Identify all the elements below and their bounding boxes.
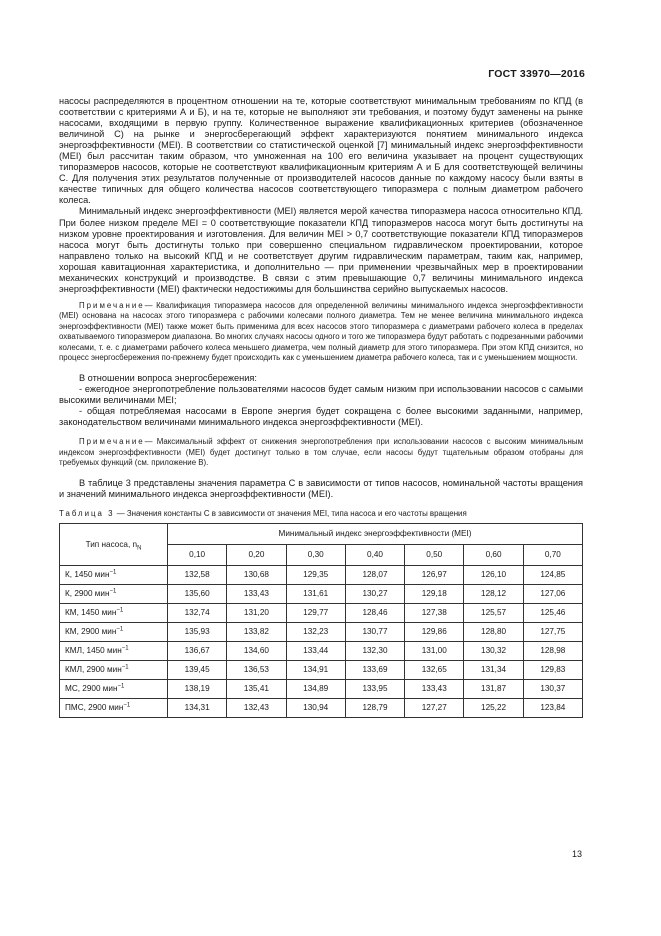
constant-value-cell: 138,19	[168, 679, 227, 698]
constant-value-cell: 127,27	[405, 698, 464, 717]
pump-type-cell: КМЛ, 1450 мин$^{-1}$	[60, 641, 168, 660]
mei-column-header: 0,50	[405, 544, 464, 565]
note-1-label: Примечание	[79, 300, 145, 310]
mei-header: Минимальный индекс энергоэффективности (MEI)	[168, 523, 583, 544]
table-caption-label: Таблица 3	[59, 508, 115, 518]
table-row	[60, 622, 583, 641]
constant-value-cell: 134,91	[286, 660, 345, 679]
constant-value-cell: 133,44	[286, 641, 345, 660]
constant-value-cell: 129,35	[286, 565, 345, 584]
constant-value-cell: 132,30	[345, 641, 404, 660]
constant-value-cell: 130,37	[523, 679, 582, 698]
constant-value-cell: 125,22	[464, 698, 523, 717]
constant-value-cell: 133,95	[345, 679, 404, 698]
constant-value-cell: 128,12	[464, 584, 523, 603]
constant-value-cell: 133,43	[405, 679, 464, 698]
note-2	[59, 437, 583, 469]
constant-value-cell: 132,58	[168, 565, 227, 584]
constant-value-cell: 128,80	[464, 622, 523, 641]
constant-value-cell: 134,60	[227, 641, 286, 660]
table-caption	[59, 509, 583, 519]
constant-value-cell: 136,67	[168, 641, 227, 660]
type-header: Тип насоса, $n_N$	[60, 523, 168, 565]
constant-value-cell: 128,46	[345, 603, 404, 622]
constant-value-cell: 131,00	[405, 641, 464, 660]
mei-column-header: 0,30	[286, 544, 345, 565]
constant-value-cell: 135,93	[168, 622, 227, 641]
constant-value-cell: 123,84	[523, 698, 582, 717]
constant-value-cell: 133,82	[227, 622, 286, 641]
constant-value-cell: 136,53	[227, 660, 286, 679]
table-row	[60, 603, 583, 622]
constant-value-cell: 127,75	[523, 622, 582, 641]
constant-value-cell: 132,23	[286, 622, 345, 641]
constant-value-cell: 133,69	[345, 660, 404, 679]
constant-value-cell: 135,60	[168, 584, 227, 603]
constant-value-cell: 125,46	[523, 603, 582, 622]
constant-value-cell: 130,77	[345, 622, 404, 641]
mei-column-header: 0,60	[464, 544, 523, 565]
constant-value-cell: 130,68	[227, 565, 286, 584]
table-caption-text: — Значения константы С в зависимости от значения MEI, типа насоса и его частоты вращения	[116, 508, 467, 518]
constant-value-cell: 130,27	[345, 584, 404, 603]
pump-type-cell: КМ, 1450 мин$^{-1}$	[60, 603, 168, 622]
pump-type-cell: КМЛ, 2900 мин$^{-1}$	[60, 660, 168, 679]
pump-type-cell: ПМС, 2900 мин$^{-1}$	[60, 698, 168, 717]
constant-value-cell: 126,10	[464, 565, 523, 584]
constant-value-cell: 132,74	[168, 603, 227, 622]
constant-value-cell: 132,43	[227, 698, 286, 717]
constant-c-table	[59, 523, 583, 718]
mei-column-header: 0,10	[168, 544, 227, 565]
constant-value-cell: 131,20	[227, 603, 286, 622]
table-intro: В таблице 3 представлены значения параметра С в зависимости от типов насосов, номинальной частоты вращения и значений минимального индекса энергоэффективности (MEI).	[59, 477, 583, 499]
constant-value-cell: 135,41	[227, 679, 286, 698]
constant-value-cell: 126,97	[405, 565, 464, 584]
note-1-text: — Квалификация типоразмера насосов для определенной величины минимального индекса энергоэффективности (MEI) основана на насосах этого типоразмера с рабочими колесами полного диаметра. Тем не менее величина минимального индекса энергоэффективности (MEI) также может быть применима для всех насосов этого типоразмера с диаметрами рабочего колеса в пределах охватываемого типоразмером диапазона. Во многих случаях насосы одного и того же типоразмера будут работать с подрезанными рабочими колесами, т. е. с диаметрами рабочего колеса меньшего диаметра, чем полный диаметр для этого типоразмера. При этом КПД снизится, но процесс энергосбережения по-прежнему будет происходить как с уменьшением диаметра рабочего колеса, так и с уменьшением мощности.	[59, 300, 583, 363]
paragraph-1: насосы распределяются в процентном отношении на те, которые соответствуют минимальным требованиям по КПД (в соответствии с критериями А и Б), и на те, которые не выполняют эти требования, и поэтому будут заменены на рынке насосами, входящими в первую группу. Количественное выражение квалификационных критериев (обозначенное величиной С) на рынке и энергосберегающий эффект характеризуются понятием минимального индекса энергоэффективности (MEI). В соответствии со статистической оценкой [7] минимальный индекс энергоэффективности (MEI) был рассчитан таким образом, что умноженная на 100 его величина указывает на процент существующих типоразмеров насосов, которые не соответствуют квалификационным критериям А и Б для соответствующей величины С. Для получения этих результатов полученные от производителей насосов данные по каждому насосу были взяты в качестве типичных для общего количества насосов соответствующего типоразмера с полным диаметром рабочего колеса.	[59, 96, 583, 206]
energy-intro: В отношении вопроса энергосбережения:	[79, 372, 257, 383]
constant-value-cell: 133,43	[227, 584, 286, 603]
table-row	[60, 660, 583, 679]
constant-value-cell: 130,94	[286, 698, 345, 717]
constant-value-cell: 131,61	[286, 584, 345, 603]
constant-value-cell: 129,83	[523, 660, 582, 679]
constant-value-cell: 125,57	[464, 603, 523, 622]
mei-column-header: 0,40	[345, 544, 404, 565]
constant-value-cell: 130,32	[464, 641, 523, 660]
page-number: 13	[571, 849, 582, 859]
constant-value-cell: 128,07	[345, 565, 404, 584]
pump-type-cell: К, 1450 мин$^{-1}$	[60, 565, 168, 584]
constant-value-cell: 129,77	[286, 603, 345, 622]
pump-type-cell: МС, 2900 мин$^{-1}$	[60, 679, 168, 698]
paragraph-2: Минимальный индекс энергоэффективности (MEI) является мерой качества типоразмера насоса относительно КПД. При более низком пределе MEI = 0 соответствующие показатели КПД типоразмеров насоса могут быть достигнуты на низком уровне проектирования и изготовления. Для величин MEI > 0,7 соответствующие показатели КПД типоразмеров насоса могут быть достигнуты только при совершенно специальном гидравлическом проектировании, которое направлено только на высокий КПД и не соответствует другим гидравлическим параметрам, таким как, например, хорошая кавитационная характеристика, и дополнительно — при применении чрезвычайных мер в проектировании механических конструкций и производстве. В связи с этим превышающие 0,7 величины минимального индекса энергоэффективности (MEI) фактически недостижимы для большинства серийно выпускаемых насосов.	[59, 206, 583, 294]
constant-value-cell: 127,06	[523, 584, 582, 603]
constant-value-cell: 132,65	[405, 660, 464, 679]
standard-header: ГОСТ 33970—2016	[488, 68, 585, 80]
constant-value-cell: 134,31	[168, 698, 227, 717]
constant-value-cell: 131,87	[464, 679, 523, 698]
mei-column-header: 0,20	[227, 544, 286, 565]
table-row	[60, 584, 583, 603]
table-row	[60, 679, 583, 698]
energy-item-1: - ежегодное энергопотребление пользователями насосов будет самым низким при использовании насосов с самыми высокими величинами MEI;	[59, 383, 583, 405]
constant-value-cell: 124,85	[523, 565, 582, 584]
constant-value-cell: 128,98	[523, 641, 582, 660]
table-row	[60, 698, 583, 717]
table-row	[60, 641, 583, 660]
constant-value-cell: 128,79	[345, 698, 404, 717]
table-body	[60, 565, 583, 717]
constant-value-cell: 127,38	[405, 603, 464, 622]
constant-value-cell: 129,18	[405, 584, 464, 603]
table-row	[60, 565, 583, 584]
pump-type-cell: К, 2900 мин$^{-1}$	[60, 584, 168, 603]
document-body	[59, 96, 583, 718]
constant-value-cell: 129,86	[405, 622, 464, 641]
constant-value-cell: 134,89	[286, 679, 345, 698]
note-2-text: — Максимальный эффект от снижения энергопотребления при использовании насосов с высоким минимальным индексом энергоэффективности (MEI) будет достигнут только в том случае, если насосы будут тщательным образом отобраны для требуемых функций (см. приложение В).	[59, 437, 583, 468]
note-1	[59, 301, 583, 364]
note-2-label: Примечание	[79, 437, 145, 447]
constant-value-cell: 131,34	[464, 660, 523, 679]
energy-item-2: - общая потребляемая насосами в Европе энергия будет сокращена с более высокими заданными, например, законодательством величинами минимального индекса энергоэффективности (MEI).	[59, 405, 583, 428]
pump-type-cell: КМ, 2900 мин$^{-1}$	[60, 622, 168, 641]
mei-column-header: 0,70	[523, 544, 582, 565]
constant-value-cell: 139,45	[168, 660, 227, 679]
